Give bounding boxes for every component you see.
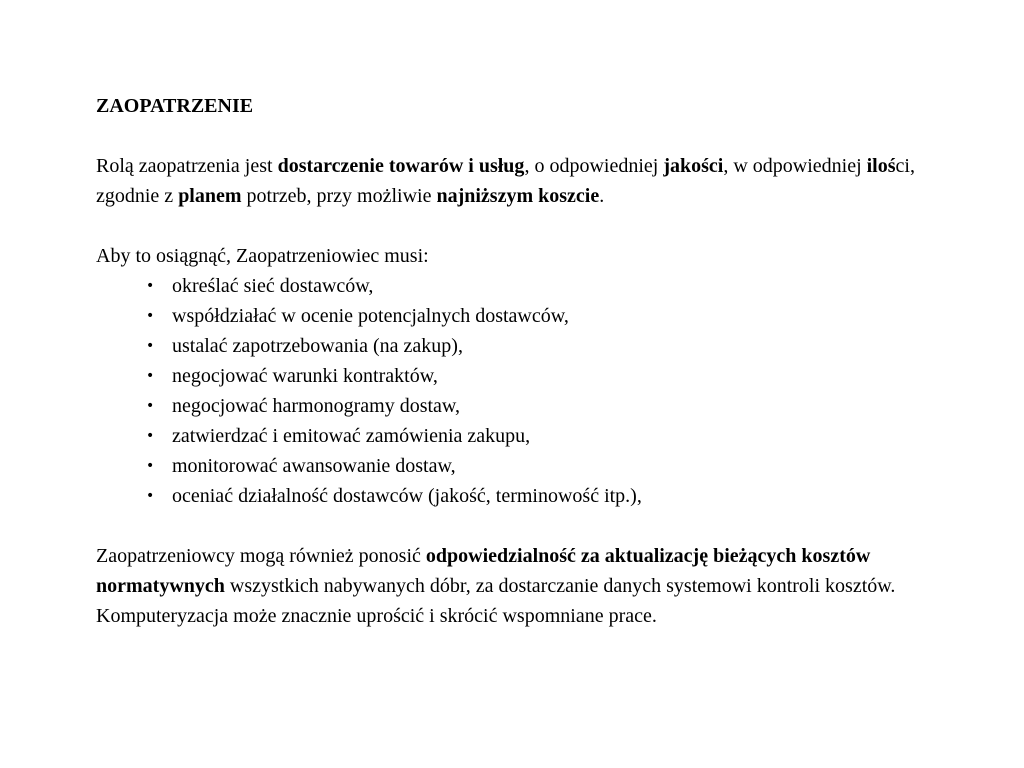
list-item (146, 421, 926, 451)
list-item (146, 481, 926, 511)
list-item (146, 391, 926, 421)
slide-title: ZAOPATRZENIE (96, 95, 254, 117)
definition-text-3: , w odpowiedniej (723, 155, 867, 177)
list-item (146, 301, 926, 331)
list-item (146, 271, 926, 301)
slide-content (96, 91, 926, 631)
spacer (96, 511, 926, 541)
list-item-text: oceniać działalność dostawców (jakość, terminowość itp.), (172, 485, 642, 507)
tasks-list (96, 271, 926, 511)
definition-bold-1: dostarczenie towarów i usług (277, 155, 525, 177)
list-item-text: negocjować warunki kontraktów, (172, 365, 438, 387)
bullet-icon: • (146, 368, 155, 384)
list-item-text: negocjować harmonogramy dostaw, (172, 395, 461, 417)
spacer (96, 211, 926, 241)
definition-bold-2: jakości (663, 155, 724, 177)
definition-text-1: Rolą zaopatrzenia jest (96, 155, 278, 177)
spacer (96, 121, 926, 151)
bullet-icon: • (146, 458, 155, 474)
closing-paragraph (96, 541, 926, 631)
list-item-text: ustalać zapotrzebowania (na zakup), (172, 335, 463, 357)
bullet-icon: • (146, 428, 155, 444)
definition-bold-5: najniższym koszcie (436, 185, 600, 207)
bullet-icon: • (146, 278, 155, 294)
definition-text-4: ci, zgodnie z (96, 155, 915, 207)
definition-text-5: potrzeb, przy możliwie (241, 185, 437, 207)
bullet-icon: • (146, 338, 155, 354)
definition-text-6: . (599, 185, 605, 207)
list-item-text: współdziałać w ocenie potencjalnych dostawców, (172, 305, 569, 327)
list-item-text: określać sieć dostawców, (172, 275, 374, 297)
definition-bold-4: planem (178, 185, 242, 207)
closing-text-2: wszystkich nabywanych dóbr, za dostarczanie danych systemowi kontroli kosztów. Komputeryzacja może znacznie uprościć i skrócić wspomniane prace. (96, 575, 896, 627)
list-item (146, 451, 926, 481)
list-item (146, 361, 926, 391)
bullet-icon: • (146, 398, 155, 414)
bullet-icon: • (146, 488, 155, 504)
list-item (146, 331, 926, 361)
list-item-text: zatwierdzać i emitować zamówienia zakupu, (172, 425, 531, 447)
definition-bold-3: iloś (866, 155, 896, 177)
tasks-intro: Aby to osiągnąć, Zaopatrzeniowiec musi: (96, 245, 429, 267)
bullet-icon: • (146, 308, 155, 324)
list-item-text: monitorować awansowanie dostaw, (172, 455, 456, 477)
closing-text-1: Zaopatrzeniowcy mogą również ponosić (96, 545, 426, 567)
closing-bold-1: odpowiedzialność za aktualizację bieżących kosztów normatywnych (96, 545, 871, 597)
definition-text-2: , o odpowiedniej (524, 155, 664, 177)
definition-paragraph (96, 151, 926, 211)
